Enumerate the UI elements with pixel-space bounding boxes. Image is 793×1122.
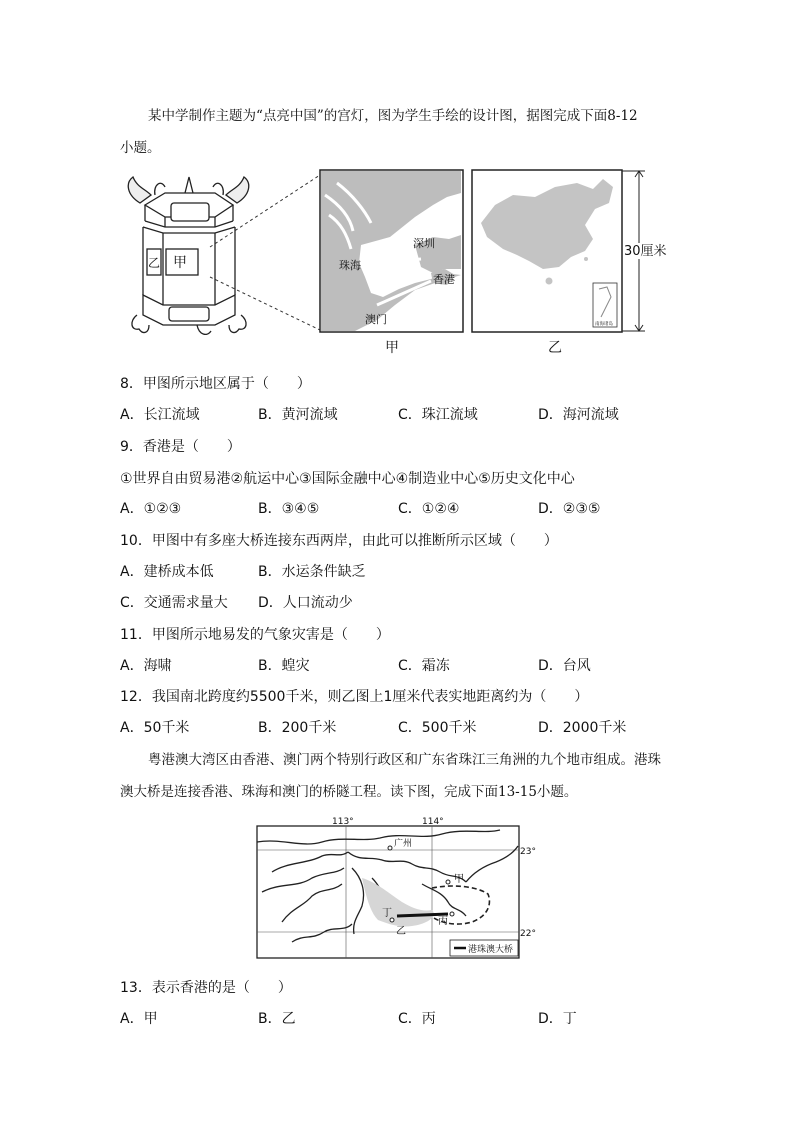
lantern-figure — [115, 165, 675, 360]
lat-23: 23° — [520, 847, 536, 857]
intro2-line-1: 粤港澳大湾区由香港、澳门两个特别行政区和广东省珠江三角洲的九个地市组成。港珠 — [148, 752, 661, 768]
q9-option-c: C．①②④ — [398, 501, 460, 517]
q9-option-b: B．③④⑤ — [258, 501, 320, 517]
question-10: 10．甲图中有多座大桥连接东西两岸，由此可以推断所示区域（ ） — [120, 533, 558, 549]
q10-option-c: C．交通需求量大 — [120, 595, 228, 611]
question-12: 12．我国南北跨度约5500千米，则乙图上1厘米代表实地距离约为（ ） — [120, 689, 589, 705]
q11-option-a: A．海啸 — [120, 658, 172, 674]
q13-option-c: C．丙 — [398, 1011, 436, 1027]
q8-option-d: D．海河流域 — [538, 407, 619, 423]
q12-option-a: A．50千米 — [120, 720, 190, 736]
caption-yi: 乙 — [548, 340, 562, 356]
q13-option-a: A．甲 — [120, 1011, 158, 1027]
question-8: 8．甲图所示地区属于（ ） — [120, 376, 311, 392]
intro2-line-2: 澳大桥是连接香港、珠海和澳门的桥隧工程。读下图，完成下面13-15小题。 — [120, 784, 578, 800]
map-yi — [472, 170, 622, 332]
intro-line-2: 小题。 — [120, 140, 161, 156]
q11-option-b: B．蝗灾 — [258, 658, 310, 674]
question-9: 9．香港是（ ） — [120, 439, 241, 455]
bay-area-map — [252, 812, 552, 962]
q11-option-d: D．台风 — [538, 658, 591, 674]
q9-option-d: D．②③⑤ — [538, 501, 601, 517]
question-9-statements: ①世界自由贸易港②航运中心③国际金融中心④制造业中心⑤历史文化中心 — [120, 471, 575, 487]
question-13: 13．表示香港的是（ ） — [120, 980, 292, 996]
lon-114: 114° — [422, 817, 444, 827]
label-hongkong: 香港 — [433, 273, 455, 286]
legend-label: 港珠澳大桥 — [468, 945, 514, 955]
lon-113: 113° — [332, 817, 354, 827]
label-guangzhou: 广州 — [394, 839, 413, 849]
q12-option-d: D．2000千米 — [538, 720, 627, 736]
q9-option-a: A．①②③ — [120, 501, 182, 517]
q10-option-b: B．水运条件缺乏 — [258, 564, 366, 580]
q13-option-d: D．丁 — [538, 1011, 577, 1027]
label-ding: 丁 — [382, 908, 392, 919]
label-nanhai: 南海诸岛 — [595, 322, 613, 327]
intro-line-1: 某中学制作主题为“点亮中国”的宫灯，图为学生手绘的设计图，据图完成下面8-12 — [148, 108, 638, 124]
q12-option-c: C．500千米 — [398, 720, 477, 736]
q11-option-c: C．霜冻 — [398, 658, 450, 674]
label-macau: 澳门 — [365, 313, 387, 326]
lantern-drawing — [128, 177, 248, 334]
scale-label: 30厘米 — [624, 244, 667, 259]
q8-option-c: C．珠江流域 — [398, 407, 478, 423]
label-yi: 乙 — [396, 926, 406, 937]
question-11: 11．甲图所示地易发的气象灾害是（ ） — [120, 627, 390, 643]
label-zhuhai: 珠海 — [339, 259, 361, 272]
connector-top — [210, 175, 320, 247]
q12-option-b: B．200千米 — [258, 720, 337, 736]
q8-option-b: B．黄河流域 — [258, 407, 338, 423]
caption-jia: 甲 — [385, 340, 399, 356]
q8-option-a: A．长江流域 — [120, 407, 200, 423]
label-jia: 甲 — [454, 874, 464, 885]
label-bing: 丙 — [438, 916, 448, 927]
map-jia — [320, 170, 463, 332]
q13-option-b: B．乙 — [258, 1011, 296, 1027]
lat-22: 22° — [520, 929, 536, 939]
lantern-yi-label: 乙 — [148, 256, 161, 270]
q10-option-a: A．建桥成本低 — [120, 564, 214, 580]
label-shenzhen: 深圳 — [413, 237, 435, 250]
q10-option-d: D．人口流动少 — [258, 595, 353, 611]
lantern-jia-label: 甲 — [173, 255, 187, 271]
